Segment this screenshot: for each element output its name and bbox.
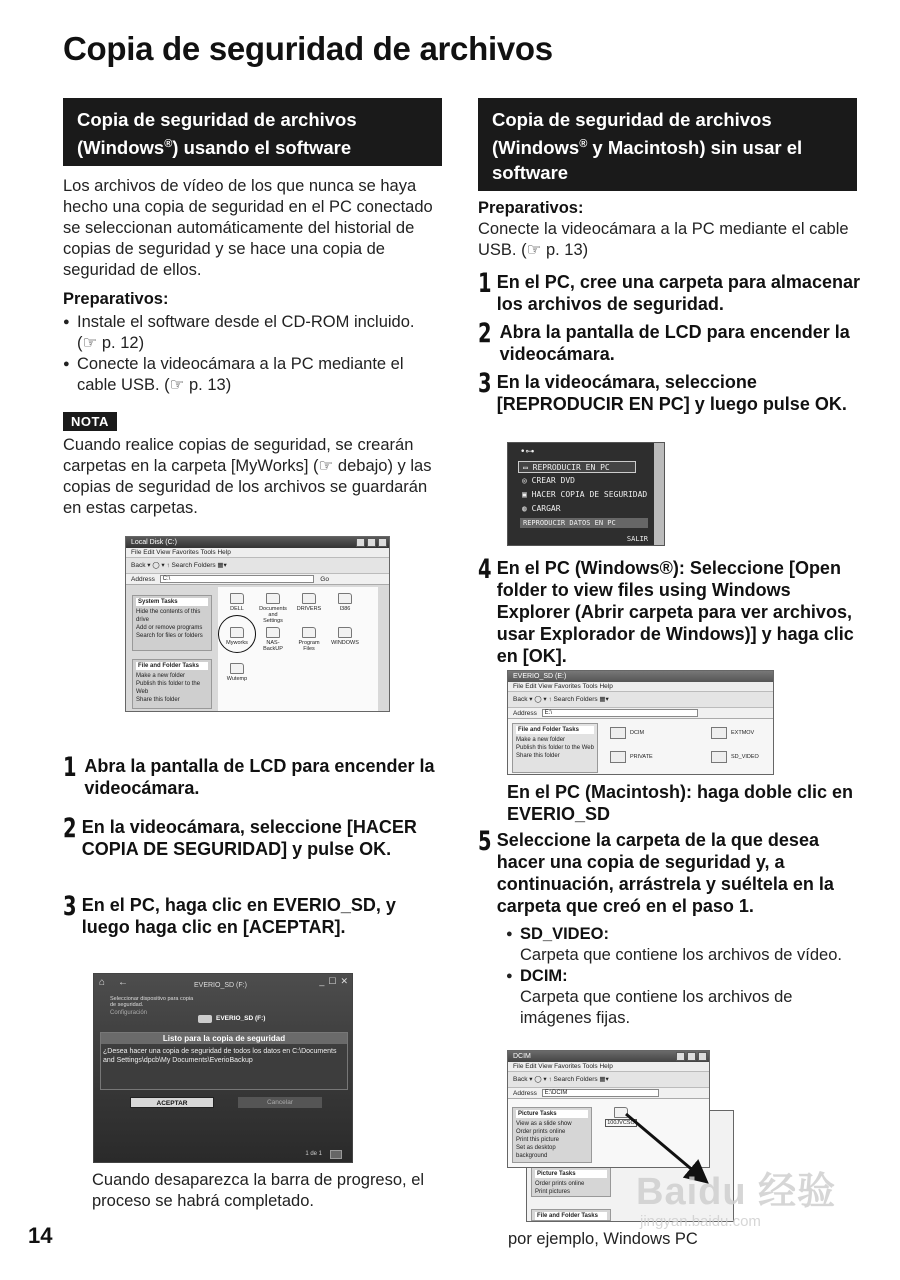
page-number: 14 [28, 1223, 53, 1248]
backup-dialog [100, 1032, 348, 1090]
close-icon[interactable] [378, 538, 387, 547]
right-step-2 [478, 318, 863, 365]
upload-icon: ◍ [522, 504, 532, 513]
folder-item[interactable]: I386 [330, 593, 360, 612]
myworks-highlight-circle [218, 615, 256, 653]
explorer-screenshot-local-disk [125, 536, 390, 712]
mac-instruction: En el PC (Macintosh): haga doble clic en EVERIO_SD [507, 782, 854, 824]
baidu-watermark-url: jingyan.baidu.com [640, 1213, 761, 1230]
explorer-content-area [218, 587, 378, 712]
go-button[interactable]: Go [320, 576, 329, 583]
folder-item[interactable]: WINDOWS [330, 627, 360, 646]
explorer-menubar[interactable]: File Edit View Favorites Tools Help [508, 1062, 709, 1072]
minimize-icon[interactable] [676, 1052, 685, 1061]
file-tasks-title: File and Folder Tasks [136, 662, 208, 670]
folder-icon [266, 627, 280, 638]
right-heading-line1: Copia de seguridad de archivos [492, 109, 772, 130]
folder-item[interactable]: DRIVERS [294, 593, 324, 612]
folder-description-list [506, 924, 851, 1029]
right-step-5 [478, 826, 863, 917]
lcd-status-bar: REPRODUCIR DATOS EN PC [520, 518, 648, 528]
folder-item-extmov[interactable]: EXTMOV [711, 727, 754, 739]
folder-item-private[interactable]: PRIVATE [610, 751, 653, 763]
baidu-watermark [636, 1160, 836, 1230]
left-heading-line1: Copia de seguridad de archivos [77, 109, 357, 130]
folder-desc: Carpeta que contiene los archivos de vídeo. [520, 946, 842, 964]
step-text: En la videocámara, seleccione [HACER COPIA DE SEGURIDAD] y pulse OK. [81, 817, 417, 859]
left-step-3 [63, 891, 443, 938]
folder-icon [302, 627, 316, 638]
picture-task-item[interactable]: Print this picture [516, 1137, 560, 1143]
right-heading-line3: software [492, 162, 569, 184]
step-number: 3 [63, 891, 77, 922]
file-tasks-title: File and Folder Tasks [516, 726, 594, 734]
step-text: En el PC (Windows®): Seleccione [Open folder to view files using Windows Explorer (Abrir carpeta para ver archivos, usar Explorador de Windows)] y haga clic en [OK]. [496, 558, 854, 666]
file-task-item[interactable]: Publish this folder to the Web [136, 681, 201, 695]
explorer-toolbar[interactable]: Back ▾ ◯ ▾ ↑ Search Folders ▦▾ [508, 1072, 709, 1088]
file-task-item[interactable]: Publish this folder to the Web [516, 745, 594, 751]
accept-button[interactable]: ACEPTAR [130, 1097, 214, 1108]
step-text: Abra la pantalla de LCD para encender la videocámara. [499, 322, 850, 364]
everio-device-title: EVERIO_SD (F:) [194, 982, 247, 989]
folder-icon [338, 627, 352, 638]
folder-icon [711, 727, 727, 739]
step-text: En el PC, haga clic en EVERIO_SD, y luego haga clic en [ACEPTAR]. [81, 895, 396, 937]
file-task-item[interactable]: Share this folder [516, 753, 560, 759]
backup-question: ¿Desea hacer una copia de seguridad de todos los datos en C:\Documents and Settings\dpcb\My Documents\EverioBackup [103, 1048, 337, 1064]
explorer-menubar[interactable]: File Edit View Favorites Tools Help [508, 682, 773, 692]
picture-task-item[interactable]: Set as desktop background [516, 1145, 556, 1159]
system-tasks-title: System Tasks [136, 598, 208, 606]
address-input[interactable]: E:\ [542, 709, 698, 717]
everio-select-text: Seleccionar dispositivo para copia de seguridad. [110, 996, 194, 1008]
picture-task-item[interactable]: Order prints online [535, 1181, 585, 1187]
nota-text: Cuando realice copias de seguridad, se crearán carpetas en la carpeta [MyWorks] (☞ debajo) y las copias de seguridad de los archivos se guardarán en estas carpetas. [63, 436, 432, 517]
left-caption: Cuando desaparezca la barra de progreso, el proceso se habrá completado. [92, 1171, 425, 1210]
file-tasks-title: File and Folder Tasks [535, 1212, 607, 1220]
step-number: 1 [63, 752, 77, 783]
everio-config-link[interactable]: Configuración [110, 1010, 148, 1016]
step-number: 3 [478, 368, 492, 399]
folder-label: ● SD_VIDEO: [520, 925, 609, 943]
step-text: En la videocámara, seleccione [REPRODUCIR EN PC] y luego pulse OK. [496, 372, 847, 414]
lcd-menu-item-copia[interactable]: ▣ HACER COPIA DE SEGURIDAD [522, 490, 648, 499]
folder-item-sd-video[interactable]: SD_VIDEO [711, 751, 759, 763]
minimize-icon[interactable] [356, 538, 365, 547]
address-input[interactable]: C:\ [160, 575, 315, 583]
file-tasks-panel [132, 659, 212, 709]
folder-description-item [506, 966, 851, 1029]
folder-description-item [506, 924, 851, 966]
cancel-button[interactable]: Cancelar [238, 1097, 322, 1108]
everio-backup-screenshot [93, 973, 353, 1163]
left-section-heading [63, 98, 442, 166]
folder-item[interactable]: Documents and Settings [258, 593, 288, 624]
maximize-icon[interactable] [687, 1052, 696, 1061]
folder-icon [711, 751, 727, 763]
maximize-icon[interactable]: ☐ [328, 976, 337, 986]
address-input[interactable]: E:\DCIM [542, 1089, 660, 1097]
folder-label: ● DCIM: [520, 967, 568, 985]
left-step-1 [63, 752, 443, 799]
picture-tasks-title: Picture Tasks [535, 1170, 607, 1178]
left-intro: Los archivos de vídeo de los que nunca se haya hecho una copia de seguridad en el PC conectado se seleccionan automáticamente del historial de copias de seguridad y se hace una copia de seguridad de ellos. [63, 177, 433, 279]
usb-icon: •⊶ [520, 447, 535, 457]
example-caption: por ejemplo, Windows PC [508, 1230, 698, 1248]
picture-tasks-title: Picture Tasks [516, 1110, 588, 1118]
picture-tasks-panel-2 [531, 1167, 611, 1197]
lcd-menu-item-cargar[interactable]: ◍ CARGAR [522, 504, 561, 513]
backup-icon: ▣ [522, 490, 532, 499]
left-prep-list [63, 312, 433, 396]
explorer-screenshot-everio [507, 670, 774, 775]
folder-icon [610, 751, 626, 763]
explorer-titlebar: EVERIO_SD (E:) [508, 671, 773, 682]
folder-item-myworks[interactable]: Myworks [222, 627, 252, 646]
picture-task-item[interactable]: Order prints online [516, 1129, 566, 1135]
lcd-exit-label[interactable]: SALIR [626, 535, 648, 543]
explorer-menubar[interactable]: File Edit View Favorites Tools Help [126, 548, 389, 558]
right-section-heading [478, 98, 857, 191]
system-task-item[interactable]: Add or remove programs [136, 625, 203, 631]
left-step-2 [63, 813, 443, 860]
back-arrow-icon[interactable]: ← [118, 977, 128, 988]
explorer-address-bar: Address E:\ [508, 708, 773, 719]
right-step-4 [478, 554, 863, 667]
folder-icon [338, 593, 352, 604]
system-task-item[interactable]: Search for files or folders [136, 633, 203, 639]
close-icon[interactable]: ✕ [340, 976, 348, 986]
file-tasks-panel [512, 723, 598, 773]
page-next-icon[interactable] [330, 1150, 342, 1159]
folder-item[interactable]: Wutemp [222, 663, 252, 682]
picture-task-item[interactable]: Print pictures [535, 1189, 571, 1195]
folder-icon [610, 727, 626, 739]
page-title: Copia de seguridad de archivos [63, 30, 553, 67]
explorer-toolbar[interactable]: Back ▾ ◯ ▾ ↑ Search Folders ▦▾ [126, 558, 389, 574]
left-prep-item: ● Instale el software desde el CD-ROM incluido. (☞ p. 12) [63, 312, 433, 354]
folder-icon [230, 593, 244, 604]
folder-desc: Carpeta que contiene los archivos de imágenes fijas. [520, 988, 793, 1027]
backup-dialog-title: Listo para la copia de seguridad [101, 1033, 347, 1044]
folder-item[interactable]: DELL [222, 593, 252, 612]
folder-item-100jvcso[interactable]: 100JVCSO [604, 1107, 638, 1126]
step-number: 1 [478, 268, 492, 299]
right-prep-text: Conecte la videocámara a la PC mediante el cable USB. (☞ p. 13) [478, 220, 849, 259]
system-tasks-panel [132, 595, 212, 651]
folder-icon [230, 663, 244, 674]
disc-icon: ◎ [522, 476, 532, 485]
file-task-item[interactable]: Make a new folder [516, 737, 566, 743]
maximize-icon[interactable] [367, 538, 376, 547]
folder-item[interactable]: NAS-BackUP [258, 627, 288, 652]
folder-icon [302, 593, 316, 604]
step-text: Seleccione la carpeta de la que desea hacer una copia de seguridad y, a continuación, arrástrela y suéltela en la carpeta que creó en el paso 1. [496, 830, 834, 916]
lcd-menu-item-crear-dvd[interactable]: ◎ CREAR DVD [522, 476, 575, 485]
step-number: 5 [478, 826, 492, 857]
everio-device-label[interactable]: EVERIO_SD (F:) [216, 1015, 266, 1022]
page-indicator: 1 de 1 [305, 1151, 322, 1157]
step-text: En el PC, cree una carpeta para almacenar los archivos de seguridad. [496, 272, 860, 314]
left-prep-item: ● Conecte la videocámara a la PC mediante el cable USB. (☞ p. 13) [63, 354, 433, 396]
explorer-toolbar[interactable]: Back ▾ ◯ ▾ ↑ Search Folders ▦▾ [508, 692, 773, 708]
file-tasks-panel-2 [531, 1209, 611, 1221]
left-prep-label: Preparativos: [63, 290, 169, 308]
file-task-item[interactable]: Make a new folder [136, 673, 186, 679]
step-text: Abra la pantalla de LCD para encender la videocámara. [84, 756, 435, 798]
file-task-item[interactable]: Share this folder [136, 697, 180, 703]
right-heading-line2: (Windows® y Macintosh) sin usar el [492, 137, 803, 159]
explorer-address-bar: Address E:\DCIM [508, 1088, 709, 1099]
step-number: 4 [478, 554, 492, 585]
folder-item-dcim[interactable]: DCIM [610, 727, 644, 739]
lcd-menu-item-reproducir[interactable]: ▭ REPRODUCIR EN PC [518, 461, 636, 473]
right-step-1 [478, 268, 863, 315]
folder-item[interactable]: Program Files [294, 627, 324, 652]
step-number: 2 [63, 813, 77, 844]
picture-task-item[interactable]: View as a slide show [516, 1121, 572, 1127]
nota-badge: NOTA [63, 412, 117, 431]
right-step-3 [478, 368, 863, 415]
close-icon[interactable] [698, 1052, 707, 1061]
baidu-watermark-text: Baidu 经验 [636, 1171, 837, 1213]
folder-icon [266, 593, 280, 604]
right-prep-label: Preparativos: [478, 199, 584, 217]
home-icon[interactable]: ⌂ [99, 977, 106, 988]
pc-icon: ▭ [523, 463, 533, 472]
camera-lcd-menu [507, 442, 665, 546]
lcd-side-bar [654, 443, 664, 545]
picture-tasks-panel [512, 1107, 592, 1163]
device-camera-icon [198, 1015, 212, 1023]
left-heading-line2: (Windows®) usando el software [77, 137, 352, 159]
explorer-titlebar: Local Disk (C:) [126, 537, 389, 548]
explorer-address-bar: Address C:\ Go [126, 574, 389, 585]
explorer-titlebar: DCIM [508, 1051, 709, 1062]
step-number: 2 [478, 318, 492, 349]
system-task-item[interactable]: Hide the contents of this drive [136, 609, 201, 623]
minimize-icon[interactable]: _ [319, 976, 325, 986]
